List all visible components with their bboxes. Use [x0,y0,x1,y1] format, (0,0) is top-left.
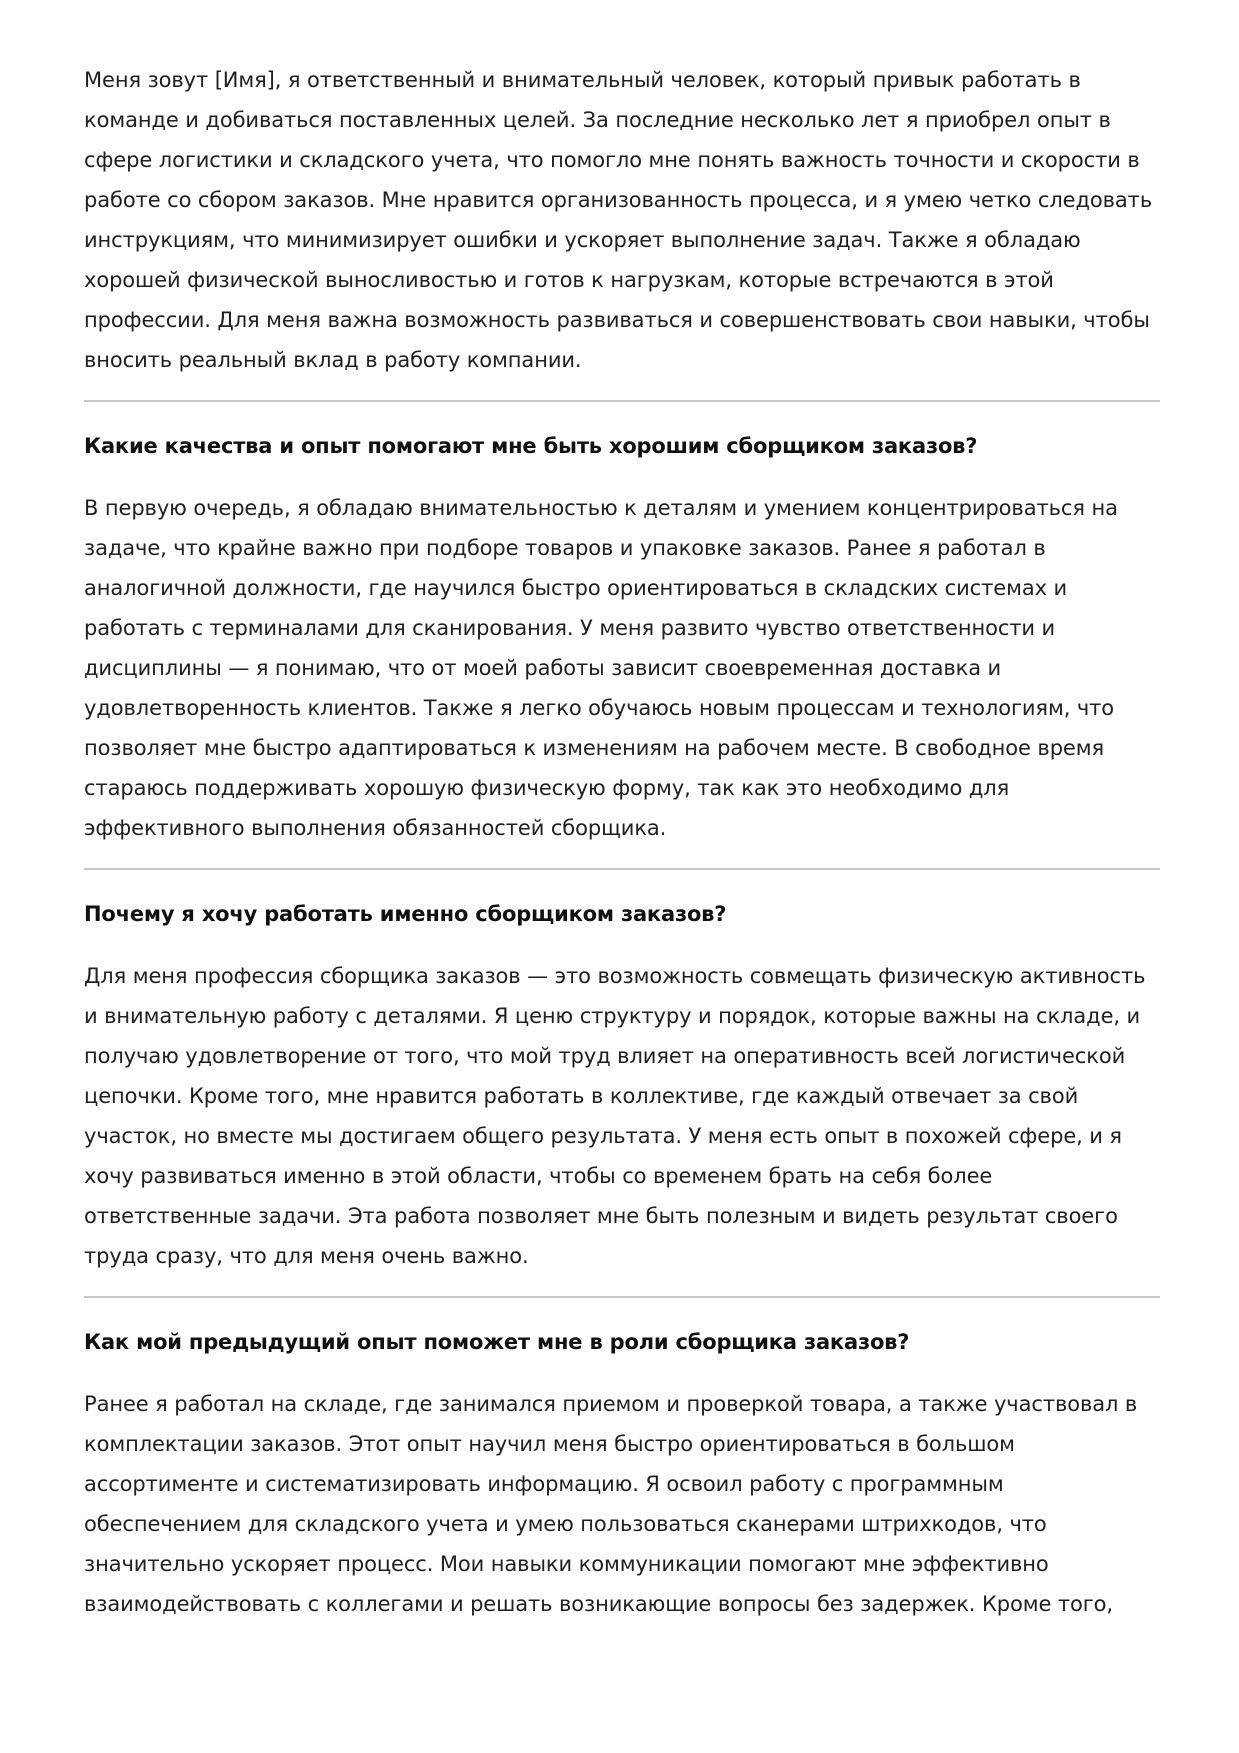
section-heading-experience: Как мой предыдущий опыт поможет мне в роли сборщика заказов? [84,1330,910,1354]
section-divider [84,400,1160,402]
section-heading-motivation: Почему я хочу работать именно сборщиком заказов? [84,902,727,926]
section-divider [84,868,1160,870]
section-divider [84,1296,1160,1298]
section-heading-qualities: Какие качества и опыт помогают мне быть хорошим сборщиком заказов? [84,434,978,458]
intro-paragraph: Меня зовут [Имя], я ответственный и внимательный человек, который привык работать в команде и добиваться поставленных целей. За последние несколько лет я приобрел опыт в сфере логистики и складского учета, что помогло мне понять важность точности и скорости в работе со сбором заказов. Мне нравится организованность процесса, и я умею четко следовать инструкциям, что минимизирует ошибки и ускоряет выполнение задач. Также я обладаю хорошей физической выносливостью и готов к нагрузкам, которые встречаются в этой профессии. Для меня важна возможность развиваться и совершенствовать свои навыки, чтобы вносить реальный вклад в работу компании. [84,68,1153,372]
document-page [84,60,1160,1624]
section-paragraph-motivation: Для меня профессия сборщика заказов — это возможность совмещать физическую активность и внимательную работу с деталями. Я ценю структуру и порядок, которые важны на складе, и получаю удовлетворение от того, что мой труд влияет на оперативность всей логистической цепочки. Кроме того, мне нравится работать в коллективе, где каждый отвечает за свой участок, но вместе мы достигаем общего результата. У меня есть опыт в похожей сфере, и я хочу развиваться именно в этой области, чтобы со временем брать на себя более ответственные задачи. Эта работа позволяет мне быть полезным и видеть результат своего труда сразу, что для меня очень важно. [84,964,1146,1268]
section-paragraph-experience: Ранее я работал на складе, где занимался приемом и проверкой товара, а также участвовал в комплектации заказов. Этот опыт научил меня быстро ориентироваться в большом ассортименте и систематизировать информацию. Я освоил работу с программным обеспечением для складского учета и умею пользоваться сканерами штрихкодов, что значительно ускоряет процесс. Мои навыки коммуникации помогают мне эффективно взаимодействовать с коллегами и решать возникающие вопросы без задержек. Кроме того, [84,1392,1138,1616]
section-paragraph-qualities: В первую очередь, я обладаю внимательностью к деталям и умением концентрироваться на задаче, что крайне важно при подборе товаров и упаковке заказов. Ранее я работал в аналогичной должности, где научился быстро ориентироваться в складских системах и работать с терминалами для сканирования. У меня развито чувство ответственности и дисциплины — я понимаю, что от моей работы зависит своевременная доставка и удовлетворенность клиентов. Также я легко обучаюсь новым процессам и технологиям, что позволяет мне быстро адаптироваться к изменениям на рабочем месте. В свободное время стараюсь поддерживать хорошую физическую форму, так как это необходимо для эффективного выполнения обязанностей сборщика. [84,496,1118,840]
